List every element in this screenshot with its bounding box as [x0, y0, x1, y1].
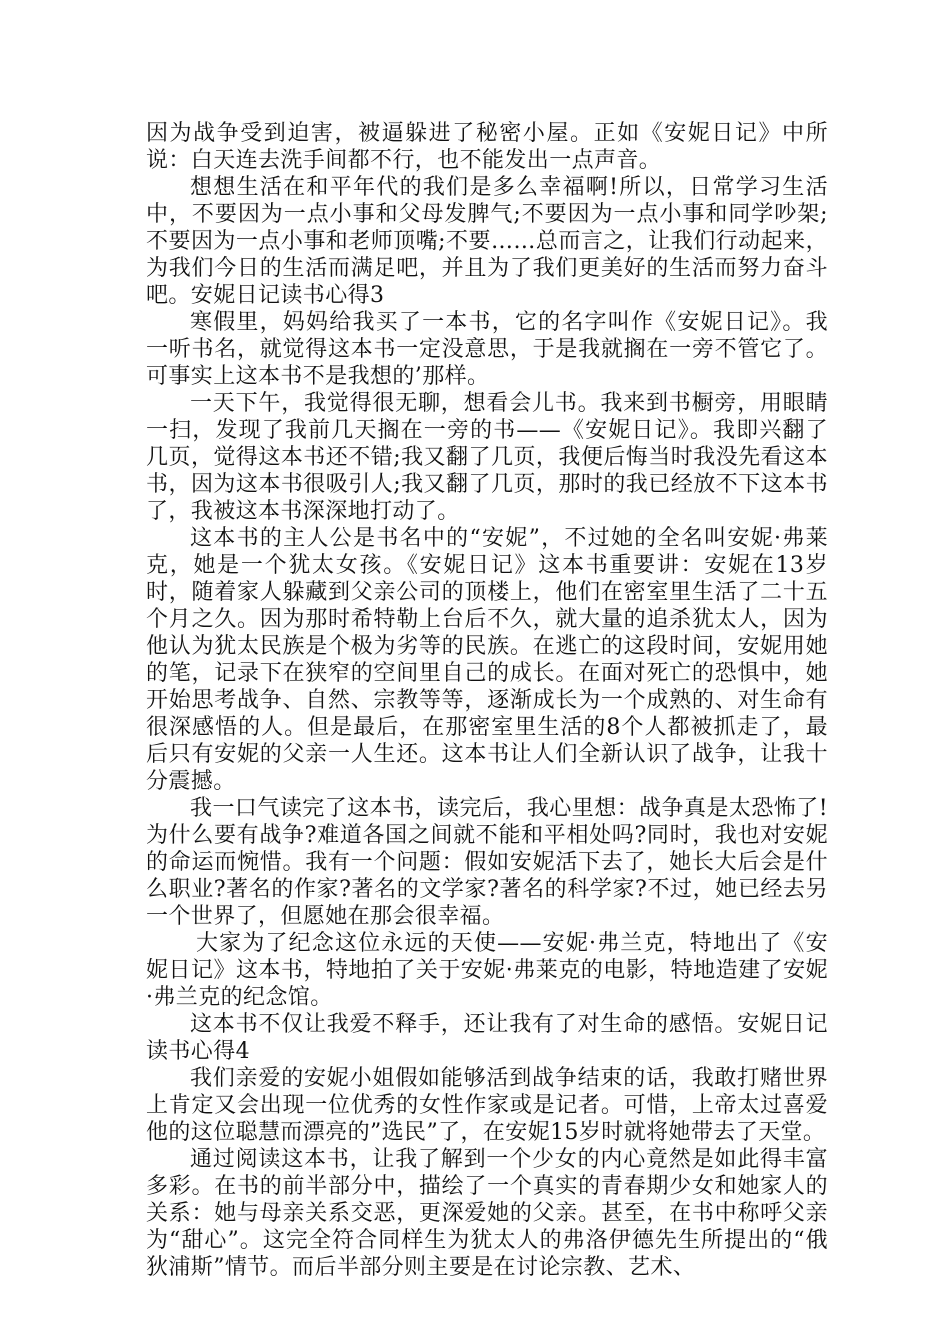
paragraph-continuation: 因为战争受到迫害，被逼躲进了秘密小屋。正如《安妮日记》中所说：白天连去洗手间都不行，也不能发出一点声音。: [146, 121, 828, 173]
paragraph: 大家为了纪念这位永远的天使——安妮·弗兰克，特地出了《安妮日记》这本书，特地拍了关于安妮·弗莱克的电影，特地造建了安妮·弗兰克的纪念馆。: [146, 931, 828, 1010]
paragraph: 通过阅读这本书，让我了解到一个少女的内心竟然是如此得丰富多彩。在书的前半部分中，描绘了一个真实的青春期少女和她家人的关系：她与母亲关系交恶，更深爱她的父亲。甚至，在书中称呼父亲为“甜心”。这完全符合同样生为犹太人的弗洛伊德先生所提出的“俄狄浦斯”情节。而后半部分则主要是在讨论宗教、艺术、: [146, 1147, 828, 1280]
paragraph: 寒假里，妈妈给我买了一本书，它的名字叫作《安妮日记》。我一听书名，就觉得这本书一定没意思，于是我就搁在一旁不管它了。可事实上这本书不是我想的’那样。: [146, 310, 828, 389]
document-body: [146, 120, 828, 1281]
paragraph: 这本书不仅让我爱不释手，还让我有了对生命的感悟。安妮日记读书心得4: [146, 1012, 828, 1064]
paragraph: 这本书的主人公是书名中的“安妮”，不过她的全名叫安妮·弗莱克，她是一个犹太女孩。《安妮日记》这本书重要讲：安妮在13岁时，随着家人躲藏到父亲公司的顶楼上，他们在密室里生活了二十五个月之久。因为那时希特勒上台后不久，就大量的追杀犹太人，因为他认为犹太民族是个极为劣等的民族。在逃亡的这段时间，安妮用她的笔，记录下在狭窄的空间里自己的成长。在面对死亡的恐惧中，她开始思考战争、自然、宗教等等，逐渐成长为一个成熟的、对生命有很深感悟的人。但是最后，在那密室里生活的8个人都被抓走了，最后只有安妮的父亲一人生还。这本书让人们全新认识了战争，让我十分震撼。: [146, 526, 828, 794]
paragraph: 我一口气读完了这本书，读完后，我心里想：战争真是太恐怖了!为什么要有战争?难道各国之间就不能和平相处吗?同时，我也对安妮的命运而惋惜。我有一个问题：假如安妮活下去了，她长大后会是什么职业?著名的作家?著名的文学家?著名的科学家?不过，她已经去另一个世界了，但愿她在那会很幸福。: [146, 796, 828, 929]
paragraph: 我们亲爱的安妮小姐假如能够活到战争结束的话，我敢打赌世界上肯定又会出现一位优秀的女性作家或是记者。可惜，上帝太过喜爱他的这位聪慧而漂亮的”选民”了，在安妮15岁时就将她带去了天堂。: [146, 1066, 828, 1145]
paragraph: 想想生活在和平年代的我们是多么幸福啊!所以，日常学习生活中，不要因为一点小事和父母发脾气;不要因为一点小事和同学吵架;不要因为一点小事和老师顶嘴;不要……总而言之，让我们行动起来，为我们今日的生活而满足吧，并且为了我们更美好的生活而努力奋斗吧。安妮日记读书心得3: [146, 175, 828, 308]
paragraph: 一天下午，我觉得很无聊，想看会儿书。我来到书橱旁，用眼睛一扫，发现了我前几天搁在一旁的书——《安妮日记》。我即兴翻了几页，觉得这本书还不错;我又翻了几页，我便后悔当时我没先看这本书，因为这本书很吸引人;我又翻了几页，那时的我已经放不下这本书了，我被这本书深深地打动了。: [146, 391, 828, 524]
